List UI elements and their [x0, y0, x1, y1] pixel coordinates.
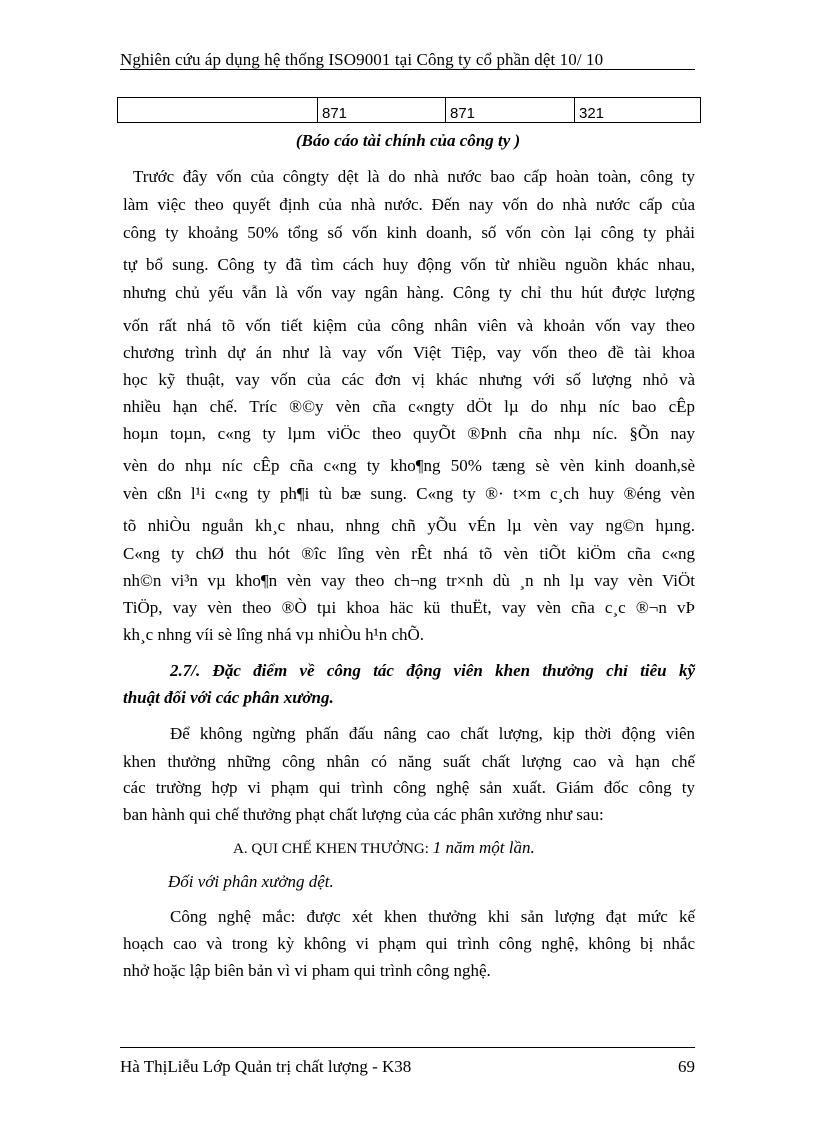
text-line: học kỹ thuật, vay vốn của các đơn vị khác nhưng với số lượng nhỏ và — [123, 370, 695, 389]
text-line: ban hành qui chế thưởng phạt chất lượng của các phân xưởng như sau: — [123, 805, 604, 824]
table-cell: 871 — [318, 98, 446, 123]
reward-rule-frequency: 1 năm một lần. — [432, 838, 535, 857]
header-divider — [120, 69, 695, 70]
text-line: vốn rất nhá tõ vốn tiết kiệm của công nhân viên và khoản vốn vay theo — [123, 316, 695, 335]
text-line: tự bổ sung. Công ty đã tìm cách huy động vốn từ nhiều nguồn khác nhau, — [123, 255, 695, 274]
text-line: vèn cßn l¹i c«ng ty ph¶i tù bæ sung. C«ng ty ®· t×m c¸ch huy ®éng vèn — [123, 484, 695, 503]
text-line: C«ng ty chØ thu hót ®îc lîng vèn rÊt nhá tõ vèn tiÕt kiÖm cña c«ng — [123, 544, 695, 563]
text-line: vèn do nhµ níc cÊp cña c«ng ty kho¶ng 50% tæng sè vèn kinh doanh,sè — [123, 456, 695, 475]
text-line: TiÖp, vay vèn theo ®Ò tµi khoa häc kü thuËt, vay vèn cña c¸c ®¬n vÞ — [123, 598, 695, 617]
table-cell — [118, 98, 318, 123]
reward-rule-label: A. QUI CHẾ KHEN THƯỞNG: — [233, 841, 429, 857]
text-line: kh¸c nhng víi sè lîng nhá vµ nhiÒu h¹n chÕ. — [123, 625, 425, 644]
text-line: công ty khoảng 50% tổng số vốn kinh doanh, số vốn còn lại công ty phải — [123, 223, 695, 242]
text-line: làm việc theo quyết định của nhà nước. Đến nay vốn do nhà nước cấp của — [123, 195, 695, 214]
reward-rule-heading — [233, 838, 535, 858]
footer-author: Hà ThịLiễu Lớp Quản trị chất lượng - K38 — [120, 1057, 412, 1076]
text-line: Công nghệ mắc: được xét khen thưởng khi sản lượng đạt mức kế — [170, 907, 695, 926]
page-number: 69 — [678, 1057, 695, 1076]
heading-line: thuật đối với các phân xưởng. — [123, 688, 334, 707]
table-cell: 321 — [575, 98, 701, 123]
text-line: tõ nhiÒu nguån kh¸c nhau, nhng chñ yÕu vÉn lµ vèn vay ng©n hµng. — [123, 516, 695, 535]
footer-divider — [120, 1047, 695, 1048]
page-header-title: Nghiên cứu áp dụng hệ thống ISO9001 tại Công ty cổ phần dệt 10/ 10 — [120, 50, 604, 69]
table-cell: 871 — [446, 98, 575, 123]
text-line: Trước đây vốn của côngty dệt là do nhà nước bao cấp hoàn toàn, công ty — [133, 167, 695, 186]
text-line: khen thưởng những công nhân có năng suất chất lượng cao và hạn chế — [123, 752, 695, 771]
subsection-title: Đối với phân xưởng dệt. — [168, 872, 334, 891]
text-line: các trường hợp vi phạm qui trình công nghệ sản xuất. Giám đốc công ty — [123, 778, 695, 797]
text-line: Để không ngừng phấn đấu nâng cao chất lượng, kịp thời động viên — [170, 724, 695, 743]
text-line: hoµn toµn, c«ng ty lµm viÖc theo quyÕt ®Þnh cña nhµ níc. §Õn nay — [123, 424, 695, 443]
financial-table — [117, 97, 701, 123]
heading-line: 2.7/. Đặc điểm về công tác động viên khen thưởng chỉ tiêu kỹ — [170, 661, 695, 680]
text-line: nh©n vi³n vµ kho¶n vèn vay theo ch¬ng tr×nh dù ¸n nh lµ vay vèn ViÖt — [123, 571, 695, 590]
text-line: nhở hoặc lập biên bản vì vi pham qui trình công nghệ. — [123, 961, 491, 980]
table-caption: (Báo cáo tài chính của công ty ) — [295, 131, 521, 150]
text-line: nhiều hạn chế. Tríc ®©y vèn cña c«ngty dÖt lµ do nhµ níc bao cÊp — [123, 397, 695, 416]
text-line: chương trình dự án như là vay vốn Việt Tiệp, vay vốn theo đề tài khoa — [123, 343, 695, 362]
table-row — [118, 98, 701, 123]
text-line: hoạch cao và trong kỳ không vi phạm qui trình công nghệ, không bị nhắc — [123, 934, 695, 953]
text-line: nhưng chủ yếu vẫn là vốn vay ngân hàng. Công ty chỉ thu hút được lượng — [123, 283, 695, 302]
